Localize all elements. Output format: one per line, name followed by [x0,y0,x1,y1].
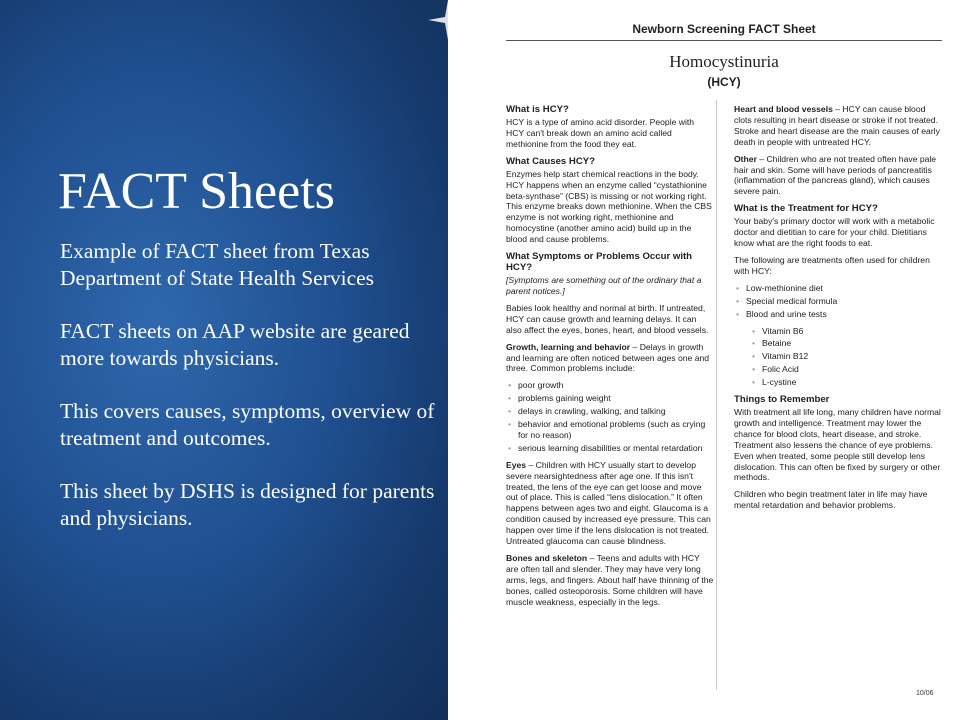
section-text: HCY is a type of amino acid disorder. People with HCY can't break down an amino acid called methionine from the food they eat. [506,117,695,149]
list-item: • behavior and emotional problems (such as crying for no reason) [518,419,714,441]
section-text [734,104,942,148]
list-item: • delays in crawling, walking, and talking [518,406,714,417]
fact-sheet-document [506,0,942,700]
section-text [506,553,714,608]
section-text [506,342,714,375]
list-item: • Folic Acid [762,364,942,375]
slide-title: FACT Sheets [58,163,335,220]
section-text [506,460,714,547]
list-item: • Blood and urine tests [746,309,942,320]
section-heading: What is the Treatment for HCY? [734,203,878,215]
lead-text: – Children with HCY usually start to develop severe nearsightedness after age one. If this isn't treated, the lens of the eye can get loose and move out of place. This is called “lens dislocation.” It often happens between ages two and eight. Glaucoma is a condition caused by increased eye pressure. This can happen over time if the lens dislocation is not treated. Untreated glaucoma can cause blindness. [506,459,711,547]
list-item: • Vitamin B6 [762,326,942,337]
slide-paragraph: Example of FACT sheet from Texas Department of State Health Services [60,239,375,290]
list-item: • Vitamin B12 [762,351,942,362]
doc-header-rule [506,40,942,41]
list-item: • poor growth [518,380,714,391]
section-heading: What is HCY? [506,104,569,115]
section-text: The following are treatments often used for children with HCY: [734,254,930,276]
section-note: [Symptoms are something out of the ordinary that a parent notices.] [506,275,702,296]
section-heading: What Symptoms or Problems Occur with HCY? [506,251,693,274]
list-item: • Betaine [762,338,942,349]
doc-title: Homocystinuria [669,52,779,71]
growth-list [506,380,714,453]
section-heading: What Causes HCY? [506,155,596,167]
list-item: • Special medical formula [746,296,942,307]
list-item: • problems gaining weight [518,393,714,404]
section-text: Children who begin treatment later in life may have mental retardation and behavior problems. [734,489,928,511]
column-divider [716,100,717,690]
slide-paragraph: This covers causes, symptoms, overview of treatment and outcomes. [60,399,435,450]
lead-in: Other [734,153,757,164]
lead-text: – HCY can cause blood clots resulting in heart disease or stroke if not treated. Stroke and heart disease are the main causes of early death in people with untreated HCY. [734,104,940,147]
doc-column-left [506,104,714,614]
lead-text: – Delays in growth and learning are often noticed between ages one and three. Common problems include: [506,341,710,374]
list-item: • L-cystine [762,377,942,388]
doc-abbreviation: (HCY) [707,75,741,89]
lead-text: – Teens and adults with HCY are often tall and slender. They may have very long arms, legs, and fingers. About half have thinning of the bones, called osteoporosis. Some children will have muscle weakness, especially in the legs. [506,553,714,607]
page-number: 10/06 [916,690,934,697]
lead-in: Eyes [506,459,527,470]
lead-in: Heart and blood vessels [734,104,833,114]
treatment-sublist [734,326,942,389]
section-text: Enzymes help start chemical reactions in the body. HCY happens when an enzyme called “cystathionine beta-synthase” (CBS) is missing or not working right. This enzyme breaks down methionine. When the CBS enzyme is not working right, methionine and homocystine (another amino acid) build up in the blood and cause problems. [506,168,712,245]
lead-in: Bones and skeleton [506,553,588,563]
doc-header: Newborn Screening FACT Sheet [632,22,816,36]
section-text: Your baby's primary doctor will work with a metabolic doctor and dietitian to care for your child. Dietitians know what are the right foods to eat. [734,216,935,249]
list-item: • serious learning disabilities or mental retardation [518,443,714,454]
section-text: With treatment all life long, many children have normal growth and intelligence. Treatment may lower the chance for blood clots, heart disease, and stroke. Treatment also lessens the chance of eye problems. Even when treated, some people still develop lens dislocation. This can often be fixed by surgery or other methods. [734,407,941,483]
list-item: • Low-methionine diet [746,283,942,294]
lead-in: Growth, learning and behavior [506,341,631,352]
section-heading: Things to Remember [734,394,830,406]
section-text [734,154,942,198]
slide-paragraph: This sheet by DSHS is designed for parents and physicians. [60,479,435,530]
slide-body [60,238,440,558]
doc-column-right [734,104,942,517]
treatment-list [734,283,942,320]
lead-text: – Children who are not treated often have pale hair and skin. Some will have periods of pancreatitis (inflammation of the pancreas gland), which causes severe pain. [734,153,937,197]
section-text: Babies look healthy and normal at birth. If untreated, HCY can cause growth and learning delays. It can also affect the eyes, bones, heart, and blood vessels. [506,302,709,335]
slide-paragraph: FACT sheets on AAP website are geared more towards physicians. [60,319,410,370]
